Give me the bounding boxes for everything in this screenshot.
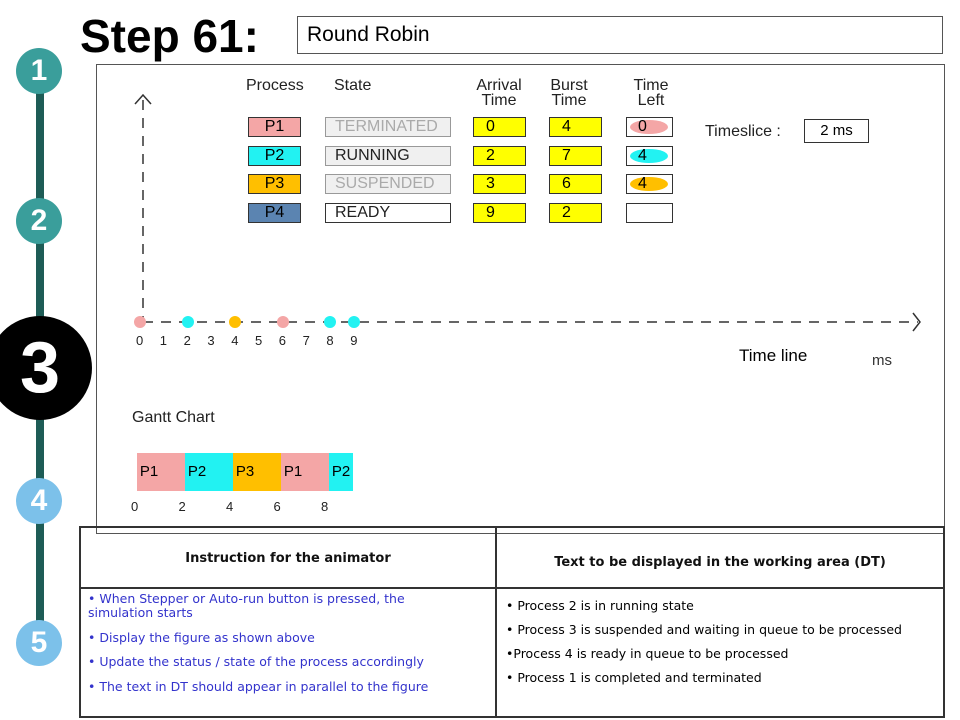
instruction-item: • Display the figure as shown above <box>88 630 315 645</box>
instructions-left-header: Instruction for the animator <box>185 551 391 566</box>
arrival-time: 2 <box>473 146 526 166</box>
timeline-tick-label: 5 <box>255 333 263 348</box>
col-header-state: State <box>334 77 372 94</box>
time-left-value: 4 <box>630 177 668 191</box>
time-left-cell <box>626 146 673 166</box>
time-left-cell <box>626 117 673 137</box>
arrival-time: 0 <box>473 117 526 137</box>
timeline-tick-label: 4 <box>231 333 239 348</box>
timeline-tick-label: 1 <box>159 333 168 348</box>
gantt-segment <box>257 453 281 491</box>
timeline-tick-label: 9 <box>350 333 358 348</box>
process-name: P4 <box>248 203 301 223</box>
gantt-segment: P1 <box>281 453 305 491</box>
gantt-title: Gantt Chart <box>132 409 215 426</box>
timeline-tick-label: 2 <box>183 333 191 348</box>
process-name: P1 <box>248 117 301 137</box>
process-state: SUSPENDED <box>325 174 451 194</box>
instruction-item: • Update the status / state of the process accordingly <box>88 654 424 669</box>
step-number: 2 <box>30 204 48 237</box>
step-number: 3 <box>19 328 61 408</box>
burst-time: 6 <box>549 174 602 194</box>
burst-time: 2 <box>549 203 602 223</box>
table-row-divider <box>81 587 943 589</box>
time-left-value: 0 <box>630 120 668 134</box>
gantt-segment <box>161 453 185 491</box>
timeline-tick-label: 6 <box>278 333 287 348</box>
dt-text-item: • Process 3 is suspended and waiting in queue to be processed <box>506 622 902 637</box>
dt-text-item: • Process 2 is in running state <box>506 598 694 613</box>
arrival-time: 9 <box>473 203 526 223</box>
time-left-cell <box>626 203 673 223</box>
timeslice-label: Timeslice : <box>705 123 781 140</box>
step-number: 5 <box>30 626 48 659</box>
arrival-time: 3 <box>473 174 526 194</box>
timeline-marker <box>277 316 289 328</box>
instruction-item: • The text in DT should appear in parallel to the figure <box>88 679 429 694</box>
step-name-box: Round Robin <box>297 16 943 54</box>
process-state: RUNNING <box>325 146 451 166</box>
col-header-time-left: Time Left <box>633 77 669 109</box>
process-name: P2 <box>248 146 301 166</box>
timeline-tick-label: 0 <box>136 333 144 348</box>
burst-time: 7 <box>549 146 602 166</box>
gantt-segment: P2 <box>329 453 353 491</box>
timeslice-value: 2 ms <box>804 119 869 143</box>
process-name: P3 <box>248 174 301 194</box>
col-header-burst: Burst Time <box>550 77 588 109</box>
process-state: TERMINATED <box>325 117 451 137</box>
time-left-value: 4 <box>630 149 668 163</box>
gantt-tick-label: 4 <box>226 499 234 514</box>
step-number: 1 <box>30 54 48 87</box>
gantt-tick-label: 0 <box>131 499 139 514</box>
col-header-process: Process <box>246 77 304 94</box>
timeline-unit: ms <box>872 352 892 369</box>
timeline-label: Time line <box>739 346 808 365</box>
step-number: 4 <box>30 484 48 517</box>
timeline-marker <box>182 316 194 328</box>
step-title: Step 61: <box>80 10 259 62</box>
gantt-segment: P3 <box>233 453 257 491</box>
stepper-step-5[interactable] <box>16 620 62 666</box>
process-state: READY <box>325 203 451 223</box>
timeline-tick-label: 8 <box>326 333 334 348</box>
gantt-tick-label: 8 <box>321 499 329 514</box>
instructions-table <box>79 526 945 718</box>
gantt-tick-label: 2 <box>178 499 186 514</box>
dt-text-item: • Process 1 is completed and terminated <box>506 670 762 685</box>
timeline-tick-label: 7 <box>302 333 310 348</box>
burst-time: 4 <box>549 117 602 137</box>
instructions-right-header: Text to be displayed in the working area (DT) <box>554 555 886 570</box>
timeline-marker <box>134 316 146 328</box>
col-header-arrival: Arrival Time <box>476 77 522 109</box>
timeline-tick-label: 3 <box>207 333 215 348</box>
time-left-cell <box>626 174 673 194</box>
gantt-segment: P2 <box>185 453 209 491</box>
gantt-segment <box>209 453 233 491</box>
gantt-tick-label: 6 <box>273 499 281 514</box>
gantt-segment <box>305 453 329 491</box>
instruction-item: • When Stepper or Auto-run button is pressed, the simulation starts <box>88 591 405 620</box>
gantt-segment: P1 <box>137 453 161 491</box>
dt-text-item: •Process 4 is ready in queue to be processed <box>506 646 789 661</box>
